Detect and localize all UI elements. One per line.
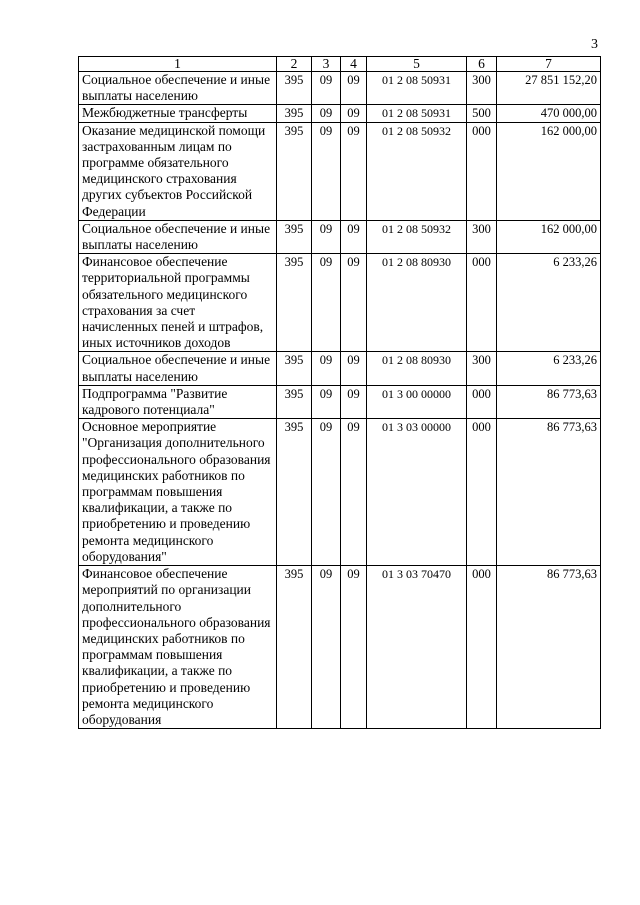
expense-type-code: 000 — [467, 254, 497, 352]
amount: 86 773,63 — [497, 385, 601, 418]
subsection-code: 09 — [341, 122, 367, 220]
section-code: 09 — [312, 122, 341, 220]
ministry-code: 395 — [277, 566, 312, 729]
expense-type-code: 500 — [467, 105, 497, 122]
header-cell: 3 — [312, 57, 341, 72]
header-row — [79, 57, 601, 72]
header-cell: 7 — [497, 57, 601, 72]
subsection-code: 09 — [341, 72, 367, 105]
budget-table — [78, 56, 601, 729]
header-cell: 5 — [367, 57, 467, 72]
subsection-code: 09 — [341, 254, 367, 352]
item-name: Основное мероприятие "Организация дополнительного профессионального образования медицинских работников по программам повышения квалификации, а также по приобретению и проведению ремонта медицинского оборудования" — [79, 419, 277, 566]
ministry-code: 395 — [277, 352, 312, 385]
amount: 86 773,63 — [497, 566, 601, 729]
section-code: 09 — [312, 419, 341, 566]
item-name: Межбюджетные трансферты — [79, 105, 277, 122]
expense-type-code: 000 — [467, 122, 497, 220]
amount: 6 233,26 — [497, 352, 601, 385]
section-code: 09 — [312, 105, 341, 122]
amount: 470 000,00 — [497, 105, 601, 122]
target-article-code: 01 2 08 80930 — [367, 352, 467, 385]
amount: 86 773,63 — [497, 419, 601, 566]
expense-type-code: 000 — [467, 566, 497, 729]
section-code: 09 — [312, 254, 341, 352]
subsection-code: 09 — [341, 419, 367, 566]
target-article-code: 01 2 08 80930 — [367, 254, 467, 352]
table-row — [79, 122, 601, 220]
item-name: Социальное обеспечение и иные выплаты населению — [79, 352, 277, 385]
table-row — [79, 385, 601, 418]
section-code: 09 — [312, 566, 341, 729]
item-name: Финансовое обеспечение территориальной программы обязательного медицинского страхования за счет начисленных пеней и штрафов, иных источников доходов — [79, 254, 277, 352]
subsection-code: 09 — [341, 385, 367, 418]
subsection-code: 09 — [341, 220, 367, 253]
ministry-code: 395 — [277, 254, 312, 352]
target-article-code: 01 3 03 00000 — [367, 419, 467, 566]
target-article-code: 01 2 08 50932 — [367, 220, 467, 253]
header-cell: 4 — [341, 57, 367, 72]
item-name: Подпрограмма "Развитие кадрового потенциала" — [79, 385, 277, 418]
ministry-code: 395 — [277, 385, 312, 418]
expense-type-code: 300 — [467, 220, 497, 253]
ministry-code: 395 — [277, 105, 312, 122]
table-row — [79, 254, 601, 352]
table-row — [79, 72, 601, 105]
section-code: 09 — [312, 352, 341, 385]
expense-type-code: 300 — [467, 72, 497, 105]
table-row — [79, 220, 601, 253]
item-name: Социальное обеспечение и иные выплаты населению — [79, 220, 277, 253]
item-name: Оказание медицинской помощи застрахованным лицам по программе обязательного медицинского страхования других субъектов Российской Федерации — [79, 122, 277, 220]
header-cell: 1 — [79, 57, 277, 72]
page-number: 3 — [591, 37, 598, 52]
section-code: 09 — [312, 72, 341, 105]
table-row — [79, 566, 601, 729]
header-cell: 2 — [277, 57, 312, 72]
target-article-code: 01 2 08 50932 — [367, 122, 467, 220]
subsection-code: 09 — [341, 105, 367, 122]
ministry-code: 395 — [277, 72, 312, 105]
subsection-code: 09 — [341, 566, 367, 729]
ministry-code: 395 — [277, 122, 312, 220]
table-row — [79, 105, 601, 122]
amount: 162 000,00 — [497, 220, 601, 253]
table-row — [79, 419, 601, 566]
target-article-code: 01 2 08 50931 — [367, 72, 467, 105]
ministry-code: 395 — [277, 419, 312, 566]
expense-type-code: 000 — [467, 419, 497, 566]
amount: 6 233,26 — [497, 254, 601, 352]
item-name: Финансовое обеспечение мероприятий по организации дополнительного профессионального образования медицинских работников по программам повышения квалификации, а также по приобретению и проведению ремонта медицинского оборудования — [79, 566, 277, 729]
expense-type-code: 000 — [467, 385, 497, 418]
expense-type-code: 300 — [467, 352, 497, 385]
target-article-code: 01 3 03 70470 — [367, 566, 467, 729]
section-code: 09 — [312, 220, 341, 253]
table-row — [79, 352, 601, 385]
header-cell: 6 — [467, 57, 497, 72]
amount: 27 851 152,20 — [497, 72, 601, 105]
ministry-code: 395 — [277, 220, 312, 253]
amount: 162 000,00 — [497, 122, 601, 220]
item-name: Социальное обеспечение и иные выплаты населению — [79, 72, 277, 105]
target-article-code: 01 3 00 00000 — [367, 385, 467, 418]
subsection-code: 09 — [341, 352, 367, 385]
section-code: 09 — [312, 385, 341, 418]
target-article-code: 01 2 08 50931 — [367, 105, 467, 122]
